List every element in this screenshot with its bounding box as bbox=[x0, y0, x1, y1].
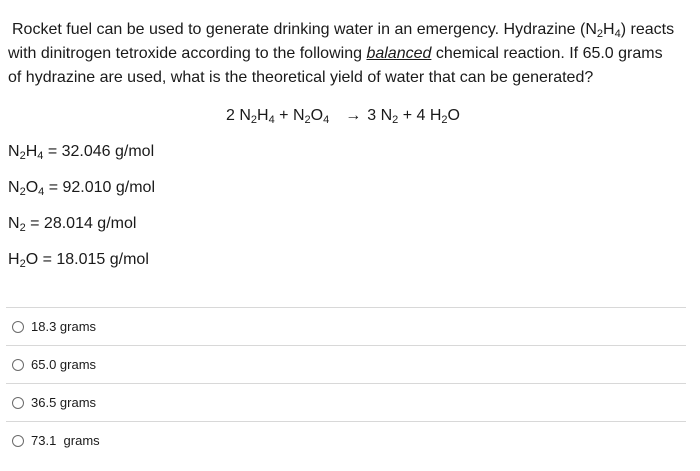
question-line-1-text: Rocket fuel can be used to generate drinking water in an emergency. Hydrazine (N bbox=[12, 21, 597, 38]
subscript: 4 bbox=[38, 186, 45, 198]
radio-button-icon[interactable] bbox=[12, 435, 24, 447]
question-line-1-text: H bbox=[603, 21, 615, 38]
equation-term: O bbox=[447, 107, 460, 124]
molar-mass-hydrazine bbox=[8, 140, 155, 176]
formula-part: N bbox=[8, 143, 20, 160]
question-line-2-text: chemical reaction. If 65.0 grams bbox=[431, 45, 663, 62]
radio-button-icon[interactable] bbox=[12, 321, 24, 333]
radio-button-icon[interactable] bbox=[12, 359, 24, 371]
equation-term: H bbox=[257, 107, 269, 124]
subscript: 2 bbox=[441, 114, 448, 126]
question-line-3: of hydrazine are used, what is the theoretical yield of water that can be generated? bbox=[8, 69, 594, 86]
formula-part: N bbox=[8, 215, 20, 232]
answer-option-1[interactable] bbox=[6, 307, 686, 345]
answer-option-2[interactable] bbox=[6, 345, 686, 383]
formula-part: O bbox=[25, 179, 39, 196]
subscript: 2 bbox=[392, 114, 399, 126]
equation-term: 2 N bbox=[226, 107, 251, 124]
subscript: 2 bbox=[19, 150, 26, 162]
equation-term: 3 N bbox=[367, 107, 393, 124]
answer-option-4[interactable] bbox=[6, 421, 686, 459]
emphasized-word: balanced bbox=[366, 45, 432, 62]
radio-button-icon[interactable] bbox=[12, 397, 24, 409]
chemical-equation bbox=[226, 104, 460, 128]
answer-option-3[interactable] bbox=[6, 383, 686, 421]
answer-label[interactable]: 73.1 grams bbox=[31, 433, 100, 448]
molar-mass-dinitrogen-tetroxide bbox=[8, 176, 155, 212]
question-text bbox=[8, 18, 692, 90]
question-line-1 bbox=[8, 18, 692, 42]
subscript: 4 bbox=[614, 28, 621, 40]
molar-mass-value: = 92.010 g/mol bbox=[44, 179, 156, 196]
subscript: 2 bbox=[19, 258, 26, 270]
answer-label[interactable]: 65.0 grams bbox=[31, 357, 97, 372]
subscript: 2 bbox=[304, 114, 311, 126]
molar-mass-value: = 32.046 g/mol bbox=[43, 143, 155, 160]
formula-part: H bbox=[8, 251, 20, 268]
equation-term: O bbox=[310, 107, 324, 124]
molar-mass-value: = 28.014 g/mol bbox=[25, 215, 137, 232]
formula-part: H bbox=[25, 143, 38, 160]
subscript: 4 bbox=[268, 114, 275, 126]
formula-part: O bbox=[25, 251, 39, 268]
answer-options bbox=[6, 307, 686, 459]
subscript: 4 bbox=[323, 114, 330, 126]
equation-term: + N bbox=[274, 107, 305, 124]
answer-label[interactable]: 18.3 grams bbox=[31, 319, 97, 334]
equation-term: + 4 H bbox=[398, 107, 442, 124]
subscript: 2 bbox=[19, 222, 26, 234]
answer-label[interactable]: 36.5 grams bbox=[31, 395, 97, 410]
molar-mass-nitrogen bbox=[8, 212, 155, 248]
subscript: 2 bbox=[596, 28, 604, 40]
subscript: 4 bbox=[37, 150, 44, 162]
molar-mass-list bbox=[8, 140, 155, 284]
subscript: 2 bbox=[250, 114, 258, 126]
molar-mass-value: = 18.015 g/mol bbox=[38, 251, 149, 268]
subscript: 2 bbox=[19, 186, 26, 198]
reaction-arrow-icon: → bbox=[345, 107, 362, 124]
question-line-1-text: ) reacts bbox=[620, 21, 675, 38]
formula-part: N bbox=[8, 179, 20, 196]
question-line-2-text: with dinitrogen tetroxide according to the following bbox=[8, 45, 367, 62]
question-line-2 bbox=[8, 42, 692, 66]
molar-mass-water bbox=[8, 248, 155, 284]
